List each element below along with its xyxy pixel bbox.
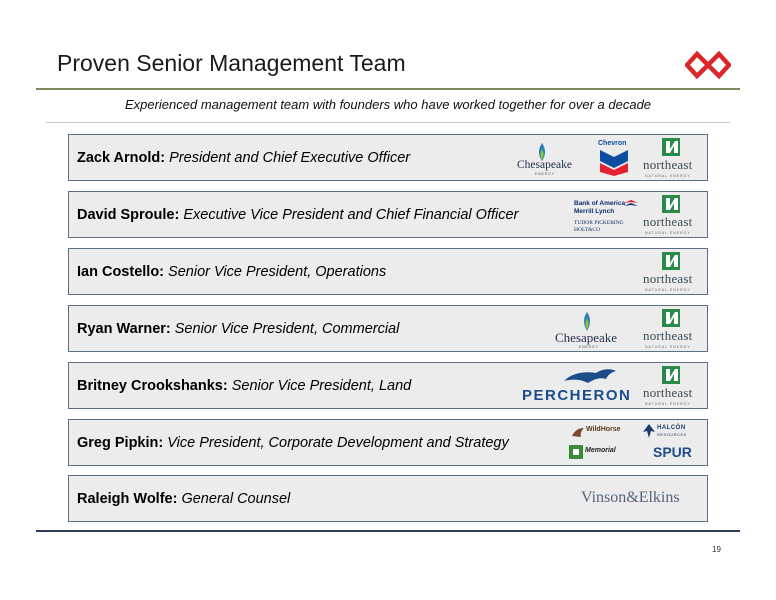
team-row-raleigh-wolfe [68,475,708,522]
northeast-logo: northeast NATURAL ENERGY [641,251,703,295]
team-row-zack-arnold [68,134,708,181]
team-member-text [77,135,410,182]
halcon-bird-icon [643,424,655,438]
chevron-logo: Chevron [596,140,632,178]
vinson-elkins-logo: Vinson&Elkins [581,489,680,506]
member-role: Senior Vice President, Operations [168,264,387,280]
northeast-logo: northeast NATURAL ENERGY [641,365,703,409]
team-row-britney-crookshanks [68,362,708,409]
member-name: Raleigh Wolfe: [77,491,178,507]
team-row-ian-costello [68,248,708,295]
member-name: Zack Arnold: [77,150,166,166]
member-role: President and Chief Executive Officer [169,150,411,166]
team-member-text [77,306,399,353]
member-name: Greg Pipkin: [77,435,164,451]
chesapeake-logo: Chesapeake ENERGY [517,141,567,179]
percheron-logo: PERCHERON [522,367,626,407]
northeast-mark-icon [661,251,681,271]
team-member-text [77,363,411,410]
northeast-mark-icon [661,365,681,385]
team-row-david-sproule [68,191,708,238]
northeast-logo: northeast NATURAL ENERGY [641,308,703,352]
member-role: Vice President, Corporate Development and Strategy [167,435,509,451]
bofa-flag-icon [624,200,638,208]
member-name: Ian Costello: [77,264,165,280]
team-member-text [77,420,509,467]
memorial-logo: Memorial [569,444,631,462]
northeast-mark-icon [661,137,681,157]
memorial-icon [569,445,583,459]
chesapeake-logo: Chesapeake ENERGY [555,310,619,350]
member-role: Senior Vice President, Land [231,378,412,394]
team-member-text [77,249,386,296]
member-role: Senior Vice President, Commercial [174,321,400,337]
wildhorse-logo: WildHorse [571,424,631,444]
northeast-logo: northeast NATURAL ENERGY [641,137,703,181]
bofa-tph-logos: Bank of America Merrill Lynch TUDOR PICKERING HOLT&CO [574,198,640,234]
team-member-text [77,476,290,523]
wildhorse-icon [571,426,585,438]
member-role: General Counsel [181,491,291,507]
page-subtitle: Experienced management team with founders who have worked together for over a decade [124,97,652,112]
horse-icon [562,367,618,387]
northeast-mark-icon [661,308,681,328]
member-name: Britney Crookshanks: [77,378,228,394]
brand-logo-icon [685,50,731,80]
member-name: Ryan Warner: [77,321,171,337]
northeast-mark-icon [661,194,681,214]
team-row-greg-pipkin [68,419,708,466]
page-number: 19 [712,545,721,554]
chevron-icon [600,150,628,176]
team-row-ryan-warner [68,305,708,352]
halcon-spur-logos: HALCÓN RESOURCES SPUR [643,424,697,464]
footer-divider [36,530,740,532]
title-divider [36,88,740,90]
subtitle-divider [46,122,730,123]
team-member-text [77,192,518,239]
member-name: David Sproule: [77,207,180,223]
member-role: Executive Vice President and Chief Financial Officer [183,207,519,223]
northeast-logo: northeast NATURAL ENERGY [641,194,703,238]
page-title: Proven Senior Management Team [57,50,406,76]
